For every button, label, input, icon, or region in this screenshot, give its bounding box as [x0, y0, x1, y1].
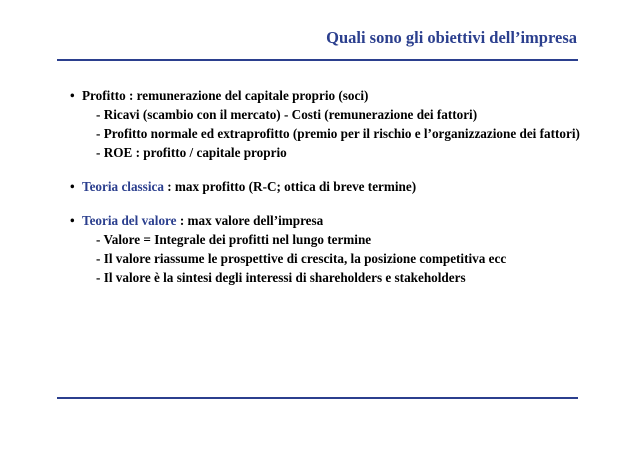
bullet-dot: •	[70, 88, 75, 103]
slide-title: Quali sono gli obiettivi dell’impresa	[326, 28, 577, 47]
teoria-classica-definition: : max profitto (R-C; ottica di breve termine)	[163, 179, 417, 194]
slide-body	[70, 86, 590, 287]
term-teoria-valore: Teoria del valore	[82, 213, 177, 228]
sub-item-profitto-normale: - Profitto normale ed extraprofitto (premio per il rischio e l’organizzazione dei fattori)	[96, 126, 580, 141]
bullet-dot: •	[70, 213, 75, 228]
term-teoria-classica: Teoria classica	[82, 179, 164, 194]
bullet-profitto	[70, 86, 590, 105]
sub-item-valore-integrale: - Valore = Integrale dei profitti nel lungo termine	[96, 232, 372, 247]
sub-item-roe: - ROE : profitto / capitale proprio	[96, 145, 287, 160]
title-divider	[57, 59, 578, 61]
spacer	[70, 196, 590, 211]
bullet-dot: •	[70, 179, 75, 194]
bullet-teoria-classica	[70, 177, 590, 196]
footer-divider	[57, 397, 578, 399]
bullet-profitto-text: Profitto : remunerazione del capitale proprio (soci)	[82, 88, 369, 103]
spacer	[70, 162, 590, 177]
sub-item-ricavi-costi: - Ricavi (scambio con il mercato) - Costi (remunerazione dei fattori)	[96, 107, 478, 122]
bullet-teoria-valore	[70, 211, 590, 230]
teoria-valore-definition: : max valore dell’impresa	[176, 213, 324, 228]
sub-item-sintesi-interessi: - Il valore è la sintesi degli interessi di shareholders e stakeholders	[96, 270, 466, 285]
sub-item-prospettive-crescita: - Il valore riassume le prospettive di crescita, la posizione competitiva ecc	[96, 251, 507, 266]
